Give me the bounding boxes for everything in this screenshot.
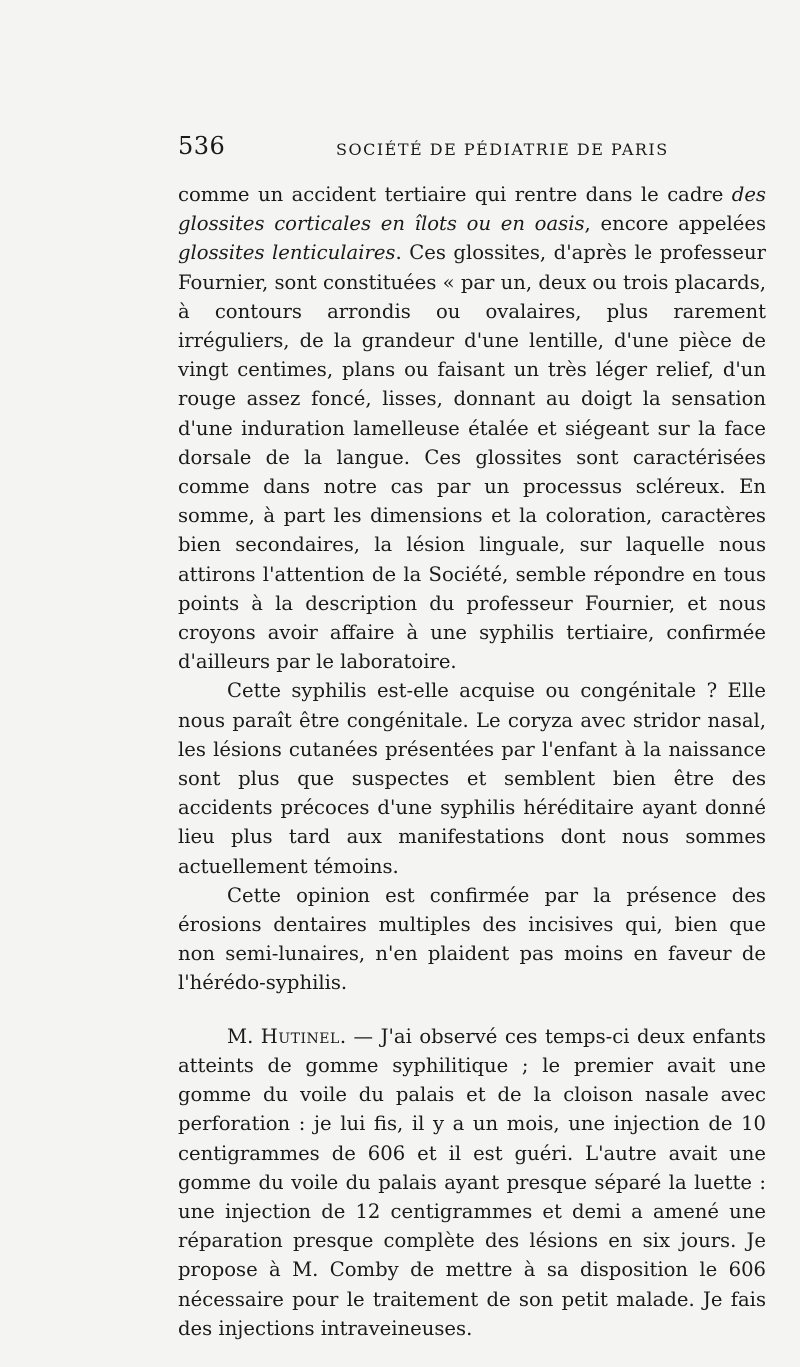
running-title: SOCIÉTÉ DE PÉDIATRIE DE PARIS [336, 140, 669, 159]
page-number: 536 [178, 132, 226, 160]
paragraph-1-italic-a: des glossites corticales en îlots ou en oasis [178, 183, 766, 236]
page-header [178, 132, 778, 168]
paragraph-1-text-a: comme un accident tertiaire qui rentre dans le cadre [178, 183, 732, 206]
paragraph-3: Cette opinion est confirmée par la présence des érosions dentaires multiples des incisives qui, bien que non semi-lunaires, n'en plaident pas moins en faveur de l'hérédo-syphilis. [178, 883, 766, 995]
paragraph-hutinel [178, 1022, 766, 1343]
paragraph-1-text-b: , encore appelées [584, 212, 767, 236]
paragraph-2: Cette syphilis est-elle acquise ou congénitale ? Elle nous paraît être congénitale. Le coryza avec stridor nasal, les lésions cutanées présentées par l'enfant à la naissance sont plus que suspectes et semblent bien être des accidents précoces d'une syphilis héréditaire ayant donné lieu plus tard aux manifestations dont nous sommes actuellement témoins. [178, 679, 766, 878]
speaker-name: Hutinel [260, 1024, 340, 1048]
paragraph-1-italic-b: glossites lenticulaires [178, 241, 396, 265]
paragraph-hutinel-text: . — J'ai observé ces temps-ci deux enfants atteints de gomme syphilitique ; le premier avait une gomme du voile du palais et de la cloison nasale avec perforation : je lui fis, il y a un mois, une injection de 10 centigrammes de 606 et il est guéri. L'autre avait une gomme du voile du palais ayant presque séparé la luette : une injection de 12 centigrammes et demi a amené une réparation presque complète des lésions en six jours. Je propose à M. Comby de mettre à sa disposition le 606 nécessaire pour le traitement de son petit malade. Je fais des injections intraveineuses. [178, 1024, 766, 1340]
speaker-prefix: M. [227, 1024, 261, 1048]
paragraph-1-text-c: . Ces glossites, d'après le professeur Fournier, sont constituées « par un, deux ou trois placards, à contours arrondis ou ovalaires, plus rarement irréguliers, de la grandeur d'une lentille, d'une pièce de vingt centimes, plans ou faisant un très léger relief, d'un rouge assez foncé, lisses, donnant au doigt la sensation d'une induration lamelleuse étalée et siégeant sur la face dorsale de la langue. Ces glossites sont caractérisées comme dans notre cas par un processus scléreux. En somme, à part les dimensions et la coloration, caractères bien secondaires, la lésion linguale, sur laquelle nous attirons l'attention de la Société, semble répondre en tous points à la description du professeur Fournier, et nous croyons avoir affaire à une syphilis tertiaire, confirmée d'ailleurs par le laboratoire. [178, 241, 766, 674]
paragraph-1 [178, 180, 766, 676]
body-text [178, 180, 766, 1343]
